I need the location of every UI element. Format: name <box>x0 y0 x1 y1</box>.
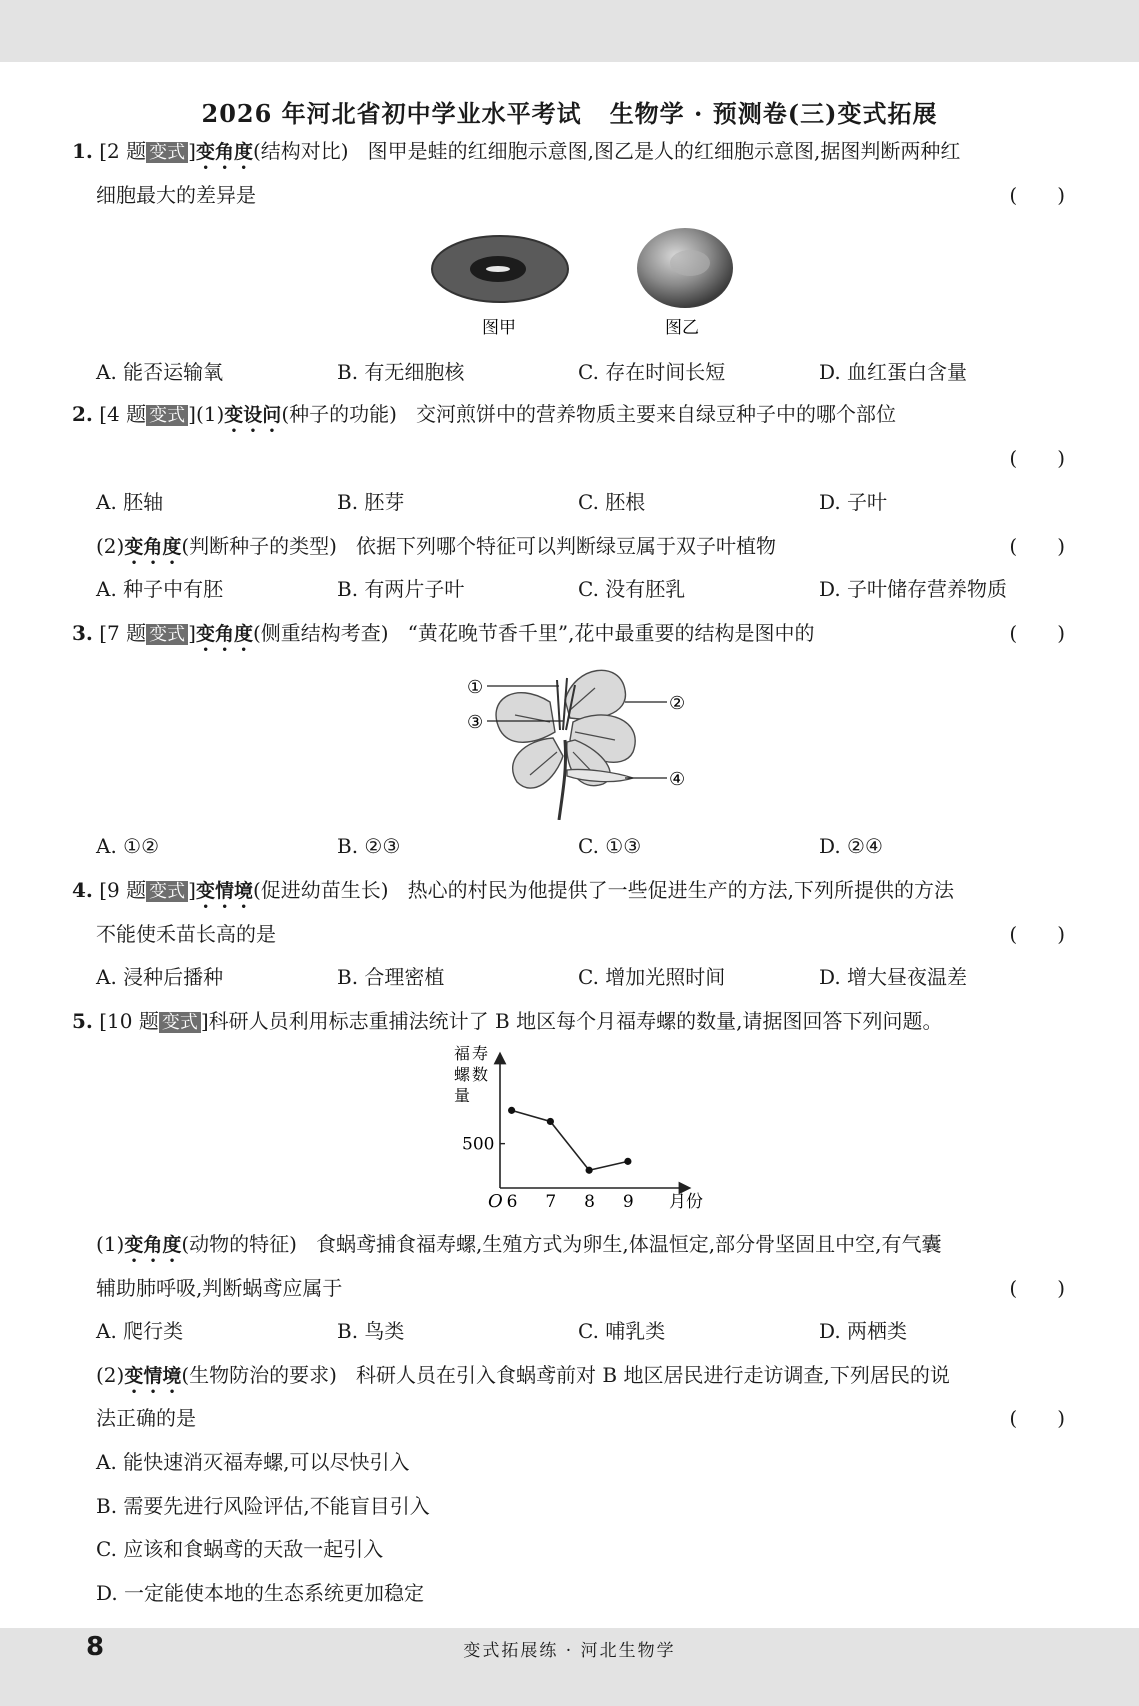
q3-option-a[interactable]: A. ①② <box>96 834 160 858</box>
q5-2-option-d[interactable]: D. 一定能使本地的生态系统更加稳定 <box>96 1581 425 1605</box>
data-point <box>547 1118 554 1125</box>
q3-option-d[interactable]: D. ②④ <box>819 834 883 858</box>
q5-1-keyword: 变角度 <box>124 1234 182 1256</box>
q2-number: 2. <box>72 402 93 426</box>
q4-answer-blank: ( ) <box>1009 922 1065 946</box>
label-4: ④ <box>669 769 686 790</box>
x-tick-label: 8 <box>584 1192 595 1212</box>
q4-stem-line2: 不能使禾苗长高的是 <box>96 922 276 946</box>
y-tick-label: 500 <box>462 1134 495 1155</box>
blood-cell-figure <box>420 220 750 340</box>
q1-stem-line1: 1. [2 题 变式 ]变角度(结构对比) 图甲是蛙的红细胞示意图,图乙是人的红细胞示意图,据图判断两种红 <box>72 139 961 163</box>
variant-tag: 变式 <box>146 624 188 645</box>
q3-option-c[interactable]: C. ①③ <box>578 834 642 858</box>
footer-text: 变式拓展练 · 河北生物学 <box>463 1641 676 1661</box>
origin-label: O <box>488 1191 503 1212</box>
q2-2-option-d[interactable]: D. 子叶储存营养物质 <box>819 577 1008 601</box>
human-red-cell <box>637 228 733 308</box>
q3-number: 3. <box>72 621 93 645</box>
q4-option-b[interactable]: B. 合理密植 <box>337 965 445 989</box>
q5-2-option-c[interactable]: C. 应该和食蜗鸢的天敌一起引入 <box>96 1537 384 1561</box>
q2-2-stem: (2)变角度(判断种子的类型) 依据下列哪个特征可以判断绿豆属于双子叶植物 <box>96 534 777 558</box>
frog-red-cell <box>432 236 568 302</box>
q5-number: 5. <box>72 1009 93 1033</box>
y-label-line: 福寿 <box>454 1045 491 1063</box>
q5-2-keyword: 变情境 <box>124 1365 182 1387</box>
page-title: 2026 年河北省初中学业水平考试 生物学 · 预测卷(三)变式拓展 <box>201 99 938 128</box>
variant-tag: 变式 <box>146 142 188 163</box>
x-tick-label: 9 <box>622 1192 634 1212</box>
variant-tag: 变式 <box>146 881 188 902</box>
snail-count-chart <box>440 1045 720 1215</box>
q5-1-answer-blank: ( ) <box>1009 1276 1065 1300</box>
label-2: ② <box>669 693 686 714</box>
q2-1-answer-blank: ( ) <box>1009 446 1065 470</box>
q5-1-option-c[interactable]: C. 哺乳类 <box>578 1319 666 1343</box>
q5-2-option-a[interactable]: A. 能快速消灭福寿螺,可以尽快引入 <box>96 1450 410 1474</box>
q2-2-keyword: 变角度 <box>124 536 182 558</box>
q5-2-stem-line2: 法正确的是 <box>96 1406 196 1430</box>
variant-tag: 变式 <box>159 1012 201 1033</box>
fig-b-caption: 图乙 <box>665 318 699 338</box>
q3-option-b[interactable]: B. ②③ <box>337 834 401 858</box>
q5-2-answer-blank: ( ) <box>1009 1406 1065 1430</box>
q2-1-option-c[interactable]: C. 胚根 <box>578 490 646 514</box>
q5-1-option-a[interactable]: A. 爬行类 <box>96 1319 184 1343</box>
q1-option-a[interactable]: A. 能否运输氧 <box>96 360 224 384</box>
q2-2-option-a[interactable]: A. 种子中有胚 <box>96 577 224 601</box>
q2-1-option-b[interactable]: B. 胚芽 <box>337 490 405 514</box>
variant-tag: 变式 <box>146 405 188 426</box>
data-point <box>624 1158 631 1165</box>
q1-option-d[interactable]: D. 血红蛋白含量 <box>819 360 968 384</box>
q5-1-stem-line2: 辅助肺呼吸,判断蜗鸢应属于 <box>96 1276 343 1300</box>
q3-keyword: 变角度 <box>195 623 253 645</box>
q1-option-c[interactable]: C. 存在时间长短 <box>578 360 726 384</box>
label-1: ① <box>467 677 484 698</box>
q2-2-option-c[interactable]: C. 没有胚乳 <box>578 577 686 601</box>
top-bar <box>0 0 1139 62</box>
x-tick-label: 7 <box>545 1192 557 1212</box>
q4-option-c[interactable]: C. 增加光照时间 <box>578 965 726 989</box>
q5-1-stem-line1: (1)变角度(动物的特征) 食蜗鸢捕食福寿螺,生殖方式为卵生,体温恒定,部分骨坚固且中空,有气囊 <box>96 1232 942 1256</box>
q1-number: 1. <box>72 139 93 163</box>
fig-a-caption: 图甲 <box>482 318 516 338</box>
x-axis-label: 月份 <box>669 1192 703 1212</box>
q1-answer-blank: ( ) <box>1009 183 1065 207</box>
y-label-line: 螺数 <box>454 1065 491 1084</box>
q5-2-option-b[interactable]: B. 需要先进行风险评估,不能盲目引入 <box>96 1494 430 1518</box>
q1-option-b[interactable]: B. 有无细胞核 <box>337 360 465 384</box>
q4-option-d[interactable]: D. 增大昼夜温差 <box>819 965 968 989</box>
q4-stem-line1: 4. [9 题 变式 ]变情境(促进幼苗生长) 热心的村民为他提供了一些促进生产的方法,下列所提供的方法 <box>72 878 955 902</box>
q5-stem: 5. [10 题 变式 ]科研人员利用标志重捕法统计了 B 地区每个月福寿螺的数量,请据图回答下列问题。 <box>72 1009 943 1033</box>
q2-2-answer-blank: ( ) <box>1009 534 1065 558</box>
q5-1-option-d[interactable]: D. 两栖类 <box>819 1319 908 1343</box>
q4-option-a[interactable]: A. 浸种后播种 <box>96 965 224 989</box>
q5-2-stem-line1: (2)变情境(生物防治的要求) 科研人员在引入食蜗鸢前对 B 地区居民进行走访调查,下列居民的说 <box>96 1363 950 1387</box>
data-point <box>508 1107 515 1114</box>
q4-keyword: 变情境 <box>195 880 253 902</box>
q4-number: 4. <box>72 878 93 902</box>
q2-2-option-b[interactable]: B. 有两片子叶 <box>337 577 465 601</box>
flower-sepal <box>567 769 633 781</box>
y-label-line: 量 <box>454 1086 473 1105</box>
page-number: 8 <box>86 1632 105 1662</box>
q5-1-option-b[interactable]: B. 鸟类 <box>337 1319 405 1343</box>
flower-figure <box>455 660 715 820</box>
series-line <box>512 1110 628 1170</box>
q3-answer-blank: ( ) <box>1009 621 1065 645</box>
q1-stem-line2: 细胞最大的差异是 <box>96 183 256 207</box>
data-point <box>586 1167 593 1174</box>
q2-stem: 2. [4 题 变式 ](1)变设问(种子的功能) 交河煎饼中的营养物质主要来自绿豆种子中的哪个部位 <box>72 402 896 426</box>
x-tick-label: 6 <box>506 1192 518 1212</box>
q2-1-option-a[interactable]: A. 胚轴 <box>96 490 164 514</box>
y-axis-label <box>454 1045 490 1105</box>
q2-1-option-d[interactable]: D. 子叶 <box>819 490 888 514</box>
q2-keyword: 变设问 <box>224 404 282 426</box>
label-3: ③ <box>467 712 484 733</box>
q1-keyword: 变角度 <box>195 141 253 163</box>
q3-stem: 3. [7 题 变式 ]变角度(侧重结构考查) “黄花晚节香千里”,花中最重要的结构是图中的 <box>72 621 815 645</box>
